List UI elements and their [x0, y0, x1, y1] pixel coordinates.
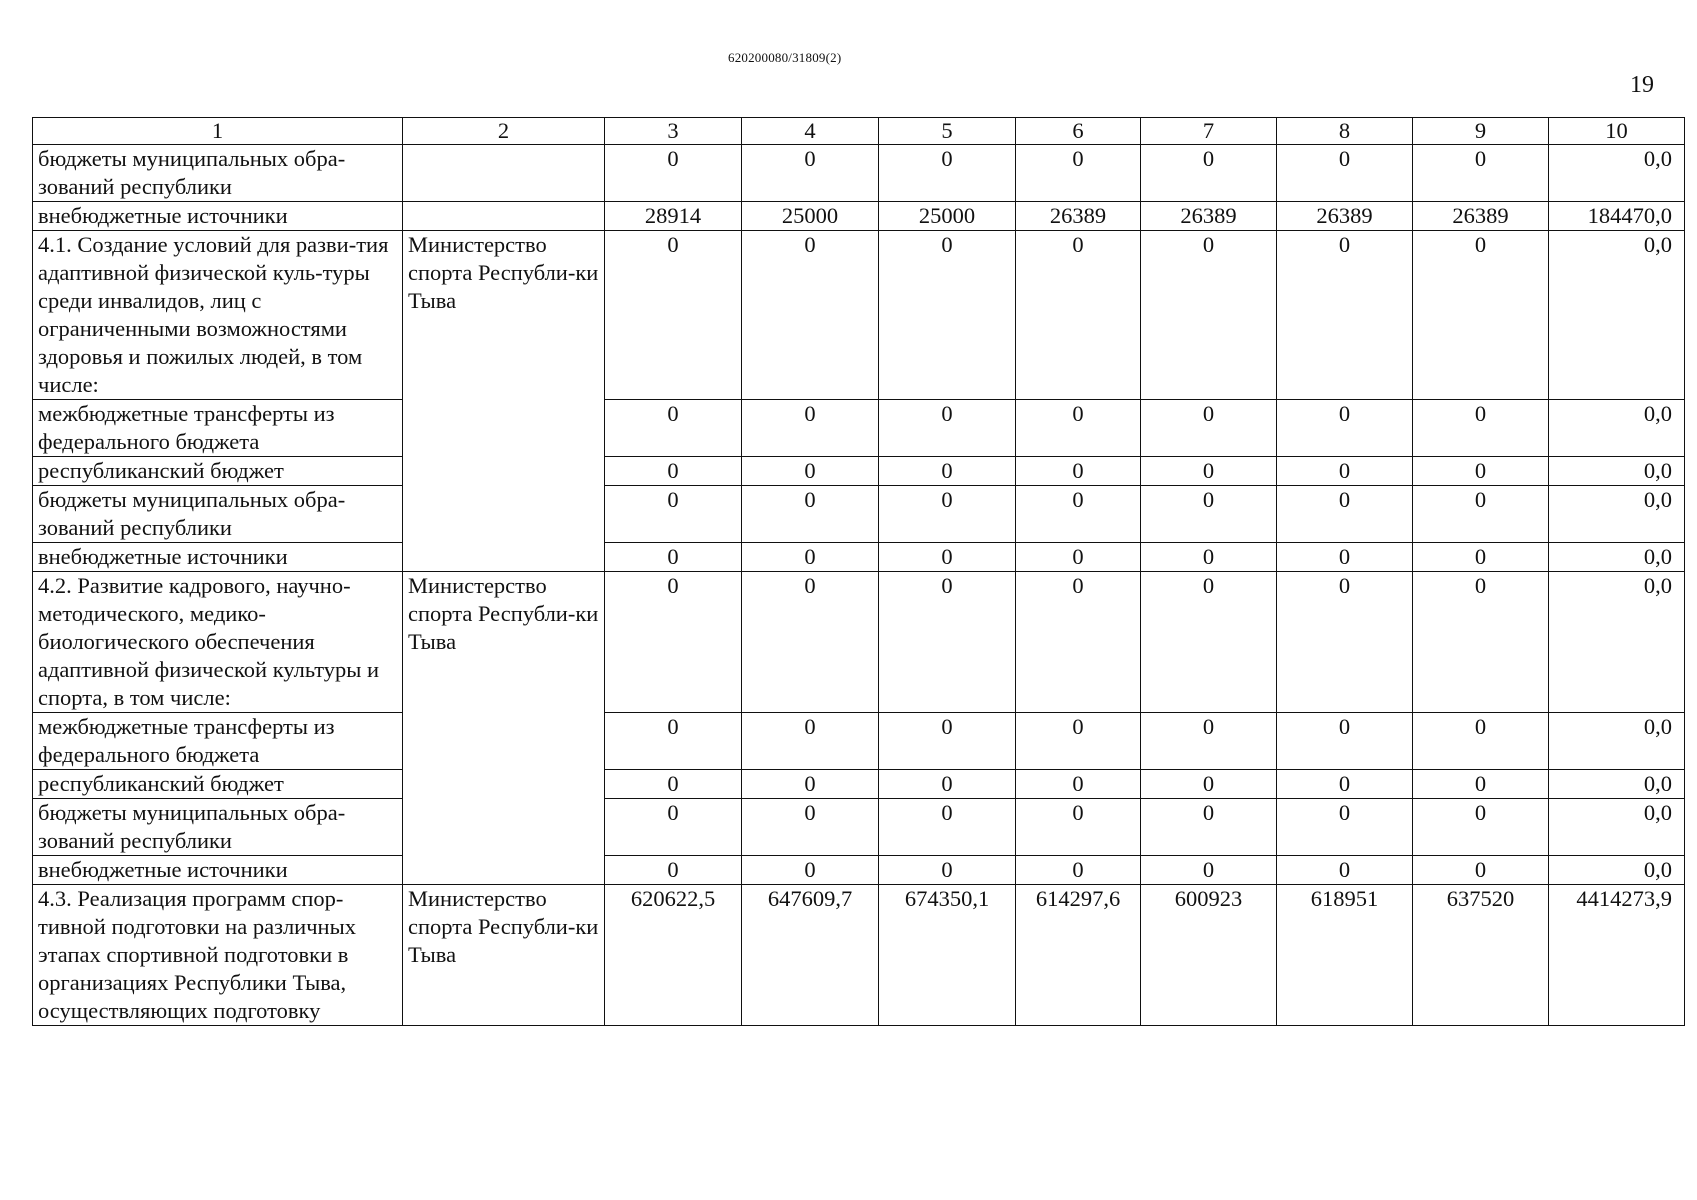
column-header: 2 — [403, 118, 605, 145]
row-label: внебюджетные источники — [33, 202, 403, 231]
table-row — [33, 202, 1685, 231]
table-row — [33, 231, 1685, 400]
value-cell: 0 — [1277, 770, 1413, 799]
value-cell: 0 — [879, 145, 1016, 202]
value-cell: 0 — [742, 856, 879, 885]
column-header: 8 — [1277, 118, 1413, 145]
value-cell: 0 — [605, 572, 742, 713]
executor-cell — [403, 145, 605, 202]
total-cell: 0,0 — [1549, 713, 1685, 770]
executor-cell: Министерство спорта Республи-ки Тыва — [403, 231, 605, 572]
value-cell: 0 — [1413, 457, 1549, 486]
table-row — [33, 486, 1685, 543]
column-header: 9 — [1413, 118, 1549, 145]
value-cell: 0 — [742, 770, 879, 799]
value-cell: 0 — [1413, 770, 1549, 799]
value-cell: 0 — [1141, 400, 1277, 457]
value-cell: 0 — [1141, 856, 1277, 885]
value-cell: 0 — [1016, 486, 1141, 543]
column-header: 1 — [33, 118, 403, 145]
value-cell: 0 — [1016, 856, 1141, 885]
table-row — [33, 543, 1685, 572]
value-cell: 0 — [605, 856, 742, 885]
value-cell: 28914 — [605, 202, 742, 231]
value-cell: 0 — [1277, 231, 1413, 400]
value-cell: 0 — [1141, 543, 1277, 572]
document-code: 620200080/31809(2) — [728, 50, 842, 65]
value-cell: 0 — [1016, 231, 1141, 400]
value-cell: 0 — [879, 486, 1016, 543]
value-cell: 0 — [1413, 799, 1549, 856]
value-cell: 674350,1 — [879, 885, 1016, 1026]
value-cell: 0 — [1413, 572, 1549, 713]
value-cell: 0 — [1141, 713, 1277, 770]
value-cell: 0 — [1016, 713, 1141, 770]
total-cell: 0,0 — [1549, 770, 1685, 799]
value-cell: 0 — [1413, 400, 1549, 457]
value-cell: 0 — [742, 400, 879, 457]
value-cell: 0 — [605, 145, 742, 202]
table-row — [33, 572, 1685, 713]
total-cell: 0,0 — [1549, 856, 1685, 885]
total-cell: 0,0 — [1549, 457, 1685, 486]
row-label: внебюджетные источники — [33, 543, 403, 572]
executor-cell: Министерство спорта Республи-ки Тыва — [403, 572, 605, 885]
value-cell: 0 — [1413, 145, 1549, 202]
value-cell: 0 — [1277, 486, 1413, 543]
column-header: 10 — [1549, 118, 1685, 145]
total-cell: 0,0 — [1549, 231, 1685, 400]
value-cell: 0 — [605, 770, 742, 799]
value-cell: 0 — [1277, 457, 1413, 486]
table-row — [33, 457, 1685, 486]
value-cell: 0 — [1141, 231, 1277, 400]
value-cell: 0 — [1277, 543, 1413, 572]
total-cell: 0,0 — [1549, 400, 1685, 457]
table-row — [33, 713, 1685, 770]
value-cell: 600923 — [1141, 885, 1277, 1026]
value-cell: 0 — [879, 572, 1016, 713]
measure-label: 4.1. Создание условий для разви-тия адаптивной физической куль-туры среди инвалидов, лиц с ограниченными возможностями здоровья и пожилых людей, в том числе: — [33, 231, 403, 400]
value-cell: 0 — [1141, 572, 1277, 713]
value-cell: 0 — [879, 713, 1016, 770]
measure-label: 4.3. Реализация программ спор-тивной подготовки на различных этапах спортивной подготовки в организациях Республики Тыва, осуществляющих подготовку — [33, 885, 403, 1026]
value-cell: 0 — [879, 856, 1016, 885]
value-cell: 0 — [1016, 145, 1141, 202]
value-cell: 0 — [1141, 770, 1277, 799]
value-cell: 0 — [1413, 486, 1549, 543]
value-cell: 0 — [1141, 799, 1277, 856]
value-cell: 614297,6 — [1016, 885, 1141, 1026]
row-label: бюджеты муниципальных обра-зований республики — [33, 486, 403, 543]
row-label: бюджеты муниципальных обра-зований республики — [33, 145, 403, 202]
value-cell: 0 — [1016, 799, 1141, 856]
value-cell: 620622,5 — [605, 885, 742, 1026]
value-cell: 0 — [1277, 713, 1413, 770]
value-cell: 0 — [879, 799, 1016, 856]
table-row — [33, 145, 1685, 202]
value-cell: 0 — [1413, 231, 1549, 400]
row-label: межбюджетные трансферты из федерального бюджета — [33, 400, 403, 457]
header-row — [33, 118, 1685, 145]
column-header: 7 — [1141, 118, 1277, 145]
value-cell: 0 — [605, 231, 742, 400]
total-cell: 0,0 — [1549, 486, 1685, 543]
value-cell: 25000 — [879, 202, 1016, 231]
value-cell: 0 — [1016, 770, 1141, 799]
value-cell: 0 — [1413, 543, 1549, 572]
table-row — [33, 856, 1685, 885]
value-cell: 0 — [1277, 145, 1413, 202]
row-label: бюджеты муниципальных обра-зований республики — [33, 799, 403, 856]
value-cell: 0 — [742, 543, 879, 572]
column-header: 3 — [605, 118, 742, 145]
value-cell: 26389 — [1413, 202, 1549, 231]
value-cell: 0 — [1277, 856, 1413, 885]
value-cell: 0 — [1141, 457, 1277, 486]
value-cell: 0 — [605, 713, 742, 770]
table-row — [33, 885, 1685, 1026]
total-cell: 0,0 — [1549, 572, 1685, 713]
table-row — [33, 400, 1685, 457]
total-cell: 0,0 — [1549, 799, 1685, 856]
value-cell: 0 — [605, 457, 742, 486]
measure-label: 4.2. Развитие кадрового, научно-методического, медико-биологического обеспечения адаптивной физической культуры и спорта, в том числе: — [33, 572, 403, 713]
value-cell: 0 — [879, 457, 1016, 486]
row-label: республиканский бюджет — [33, 457, 403, 486]
executor-cell — [403, 202, 605, 231]
value-cell: 637520 — [1413, 885, 1549, 1026]
value-cell: 0 — [605, 799, 742, 856]
page-number: 19 — [1630, 72, 1654, 98]
value-cell: 0 — [879, 770, 1016, 799]
executor-cell: Министерство спорта Республи-ки Тыва — [403, 885, 605, 1026]
total-cell: 184470,0 — [1549, 202, 1685, 231]
value-cell: 0 — [742, 457, 879, 486]
column-header: 6 — [1016, 118, 1141, 145]
value-cell: 0 — [1141, 145, 1277, 202]
value-cell: 0 — [1016, 457, 1141, 486]
row-label: внебюджетные источники — [33, 856, 403, 885]
value-cell: 26389 — [1141, 202, 1277, 231]
value-cell: 0 — [879, 400, 1016, 457]
row-label: республиканский бюджет — [33, 770, 403, 799]
value-cell: 0 — [742, 486, 879, 543]
value-cell: 0 — [742, 799, 879, 856]
value-cell: 0 — [1277, 799, 1413, 856]
total-cell: 0,0 — [1549, 543, 1685, 572]
value-cell: 0 — [605, 486, 742, 543]
value-cell: 0 — [605, 543, 742, 572]
value-cell: 0 — [879, 231, 1016, 400]
table-row — [33, 799, 1685, 856]
value-cell: 0 — [1277, 572, 1413, 713]
value-cell: 25000 — [742, 202, 879, 231]
value-cell: 0 — [1413, 713, 1549, 770]
value-cell: 0 — [879, 543, 1016, 572]
value-cell: 26389 — [1277, 202, 1413, 231]
column-header: 4 — [742, 118, 879, 145]
value-cell: 0 — [742, 145, 879, 202]
row-label: межбюджетные трансферты из федерального бюджета — [33, 713, 403, 770]
table-row — [33, 770, 1685, 799]
value-cell: 0 — [1413, 856, 1549, 885]
value-cell: 0 — [605, 400, 742, 457]
value-cell: 0 — [1277, 400, 1413, 457]
value-cell: 0 — [742, 231, 879, 400]
value-cell: 618951 — [1277, 885, 1413, 1026]
value-cell: 0 — [1016, 543, 1141, 572]
value-cell: 0 — [1016, 400, 1141, 457]
value-cell: 0 — [742, 572, 879, 713]
column-header: 5 — [879, 118, 1016, 145]
total-cell: 4414273,9 — [1549, 885, 1685, 1026]
value-cell: 0 — [1141, 486, 1277, 543]
budget-table — [32, 117, 1685, 1026]
value-cell: 647609,7 — [742, 885, 879, 1026]
value-cell: 0 — [742, 713, 879, 770]
total-cell: 0,0 — [1549, 145, 1685, 202]
value-cell: 26389 — [1016, 202, 1141, 231]
value-cell: 0 — [1016, 572, 1141, 713]
